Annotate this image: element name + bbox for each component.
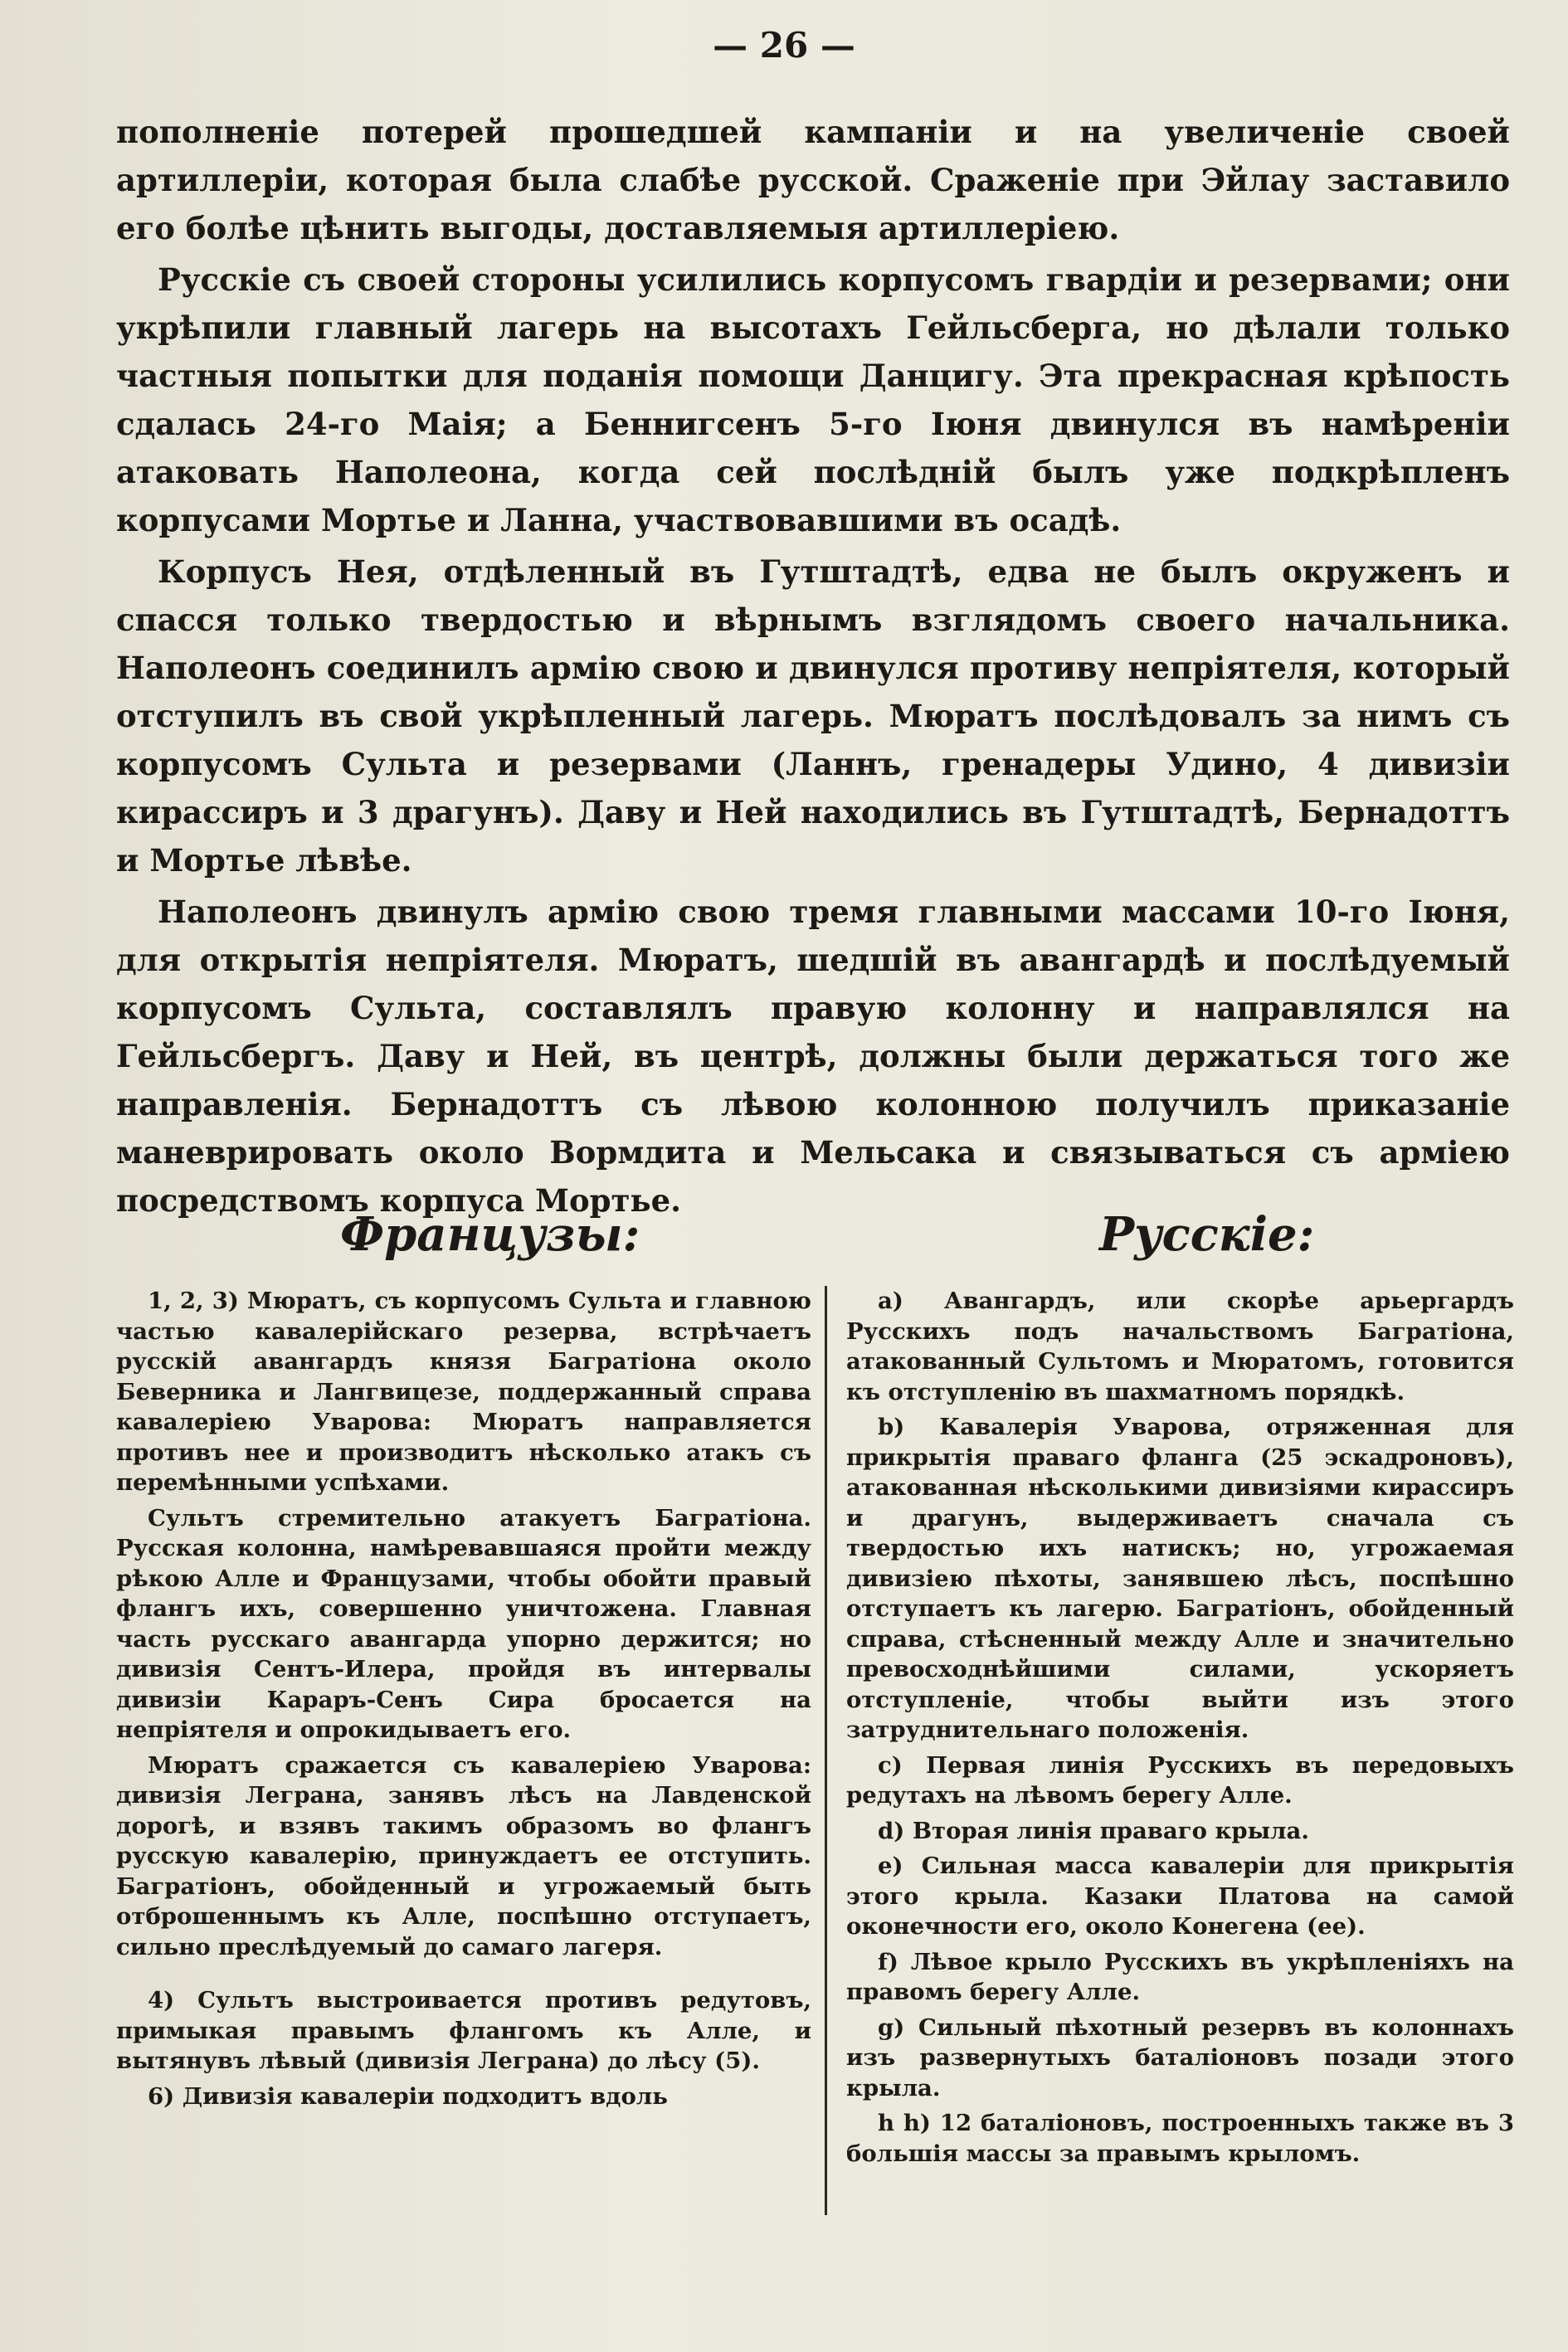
french-item-3: Мюратъ сражается съ кавалеріею Уварова: дивизія Леграна, занявъ лѣсъ на Лавденской дорогѣ, и взявъ такимъ образомъ во флангъ русскую кавалерію, принуждаетъ ее отступить. Багратіонъ, обойденный и угрожаемый быть отброшеннымъ къ Алле, поспѣшно отступаетъ, сильно преслѣдуемый до самаго лагеря. (116, 1751, 811, 1960)
russian-item-c: c) Первая линія Русскихъ въ передовыхъ редутахъ на лѣвомъ берегу Алле. (846, 1751, 1514, 1809)
main-paragraph-4: Наполеонъ двинулъ армію свою тремя главными массами 10-го Іюня, для открытія непріятеля. Мюратъ, шедшій въ авангардѣ и послѣдуемый корпусомъ Сульта, составлялъ правую колонну и направлялся на Гейльсбергъ. Даву и Ней, въ центрѣ, должны были держаться того же направленія. Бернадоттъ съ лѣвою колонною получилъ приказаніе маневрировать около Вормдита и Мельсака и связываться съ арміею посредствомъ корпуса Мортье. (116, 894, 1510, 1219)
column-russians (846, 1286, 1514, 2174)
french-item-2: Сультъ стремительно атакуетъ Багратіона. Русская колонна, намѣревавшаяся пройти между рѣкою Алле и Французами, чтобы обойти правый флангъ ихъ, совершенно уничтожена. Главная часть русскаго авангарда упорно держится; но дивизія Сентъ-Илера, пройдя въ интервалы дивизіи Караръ-Сенъ Сира бросается на непріятеля и опрокидываетъ его. (116, 1504, 811, 1743)
column-french (116, 1286, 811, 2116)
russian-item-a: a) Авангардъ, или скорѣе арьергардъ Русскихъ подъ начальствомъ Багратіона, атакованный Сультомъ и Мюратомъ, готовится къ отступленію въ шахматномъ порядкѣ. (846, 1288, 1514, 1405)
main-text (116, 108, 1510, 1228)
page-number: — 26 — (713, 25, 855, 66)
column-divider (825, 1286, 827, 2215)
heading-russians: Русскіе: (1099, 1207, 1315, 1262)
main-paragraph-2: Русскіе съ своей стороны усилились корпусомъ гвардіи и резервами; они укрѣпили главный лагерь на высотахъ Гейльсберга, но дѣлали только частныя попытки для поданія помощи Данцигу. Эта прекрасная крѣпость сдалась 24-го Маія; а Беннигсенъ 5-го Іюня двинулся въ намѣреніи атаковать Наполеона, когда сей послѣдній былъ уже подкрѣпленъ корпусами Мортье и Ланна, участвовавшими въ осадѣ. (116, 261, 1510, 538)
russian-item-e: e) Сильная масса кавалеріи для прикрытія этого крыла. Казаки Платова на самой оконечности его, около Конегена (ее). (846, 1853, 1514, 1940)
french-item-4: 4) Сультъ выстроивается противъ редутовъ, примыкая правымъ флангомъ къ Алле, и вытянувъ лѣвый (дивизія Леграна) до лѣсу (5). (116, 1987, 811, 2074)
heading-french: Французы: (340, 1207, 640, 1262)
russian-item-g: g) Сильный пѣхотный резервъ въ колоннахъ изъ развернутыхъ баталіоновъ позади этого крыла. (846, 2014, 1514, 2101)
russian-item-h: h h) 12 баталіоновъ, построенныхъ также въ 3 большія массы за правымъ крыломъ. (846, 2110, 1514, 2167)
french-item-1: 1, 2, 3) Мюратъ, съ корпусомъ Сульта и главною частью кавалерійскаго резерва, встрѣчаетъ русскій авангардъ князя Багратіона около Беверника и Лангвицезе, поддержанный справа кавалеріею Уварова: Мюратъ направляется противъ нее и производитъ нѣсколько атакъ съ перемѣнными успѣхами. (116, 1288, 811, 1496)
russian-item-b: b) Кавалерія Уварова, отряженная для прикрытія праваго фланга (25 эскадроновъ), атакованная нѣсколькими дивизіями кирассиръ и драгунъ, выдерживаетъ сначала съ твердостью ихъ натискъ; но, угрожаемая дивизіею пѣхоты, занявшею лѣсъ, поспѣшно отступаетъ къ лагерю. Багратіонъ, обойденный справа, стѣсненный между Алле и значительно превосходнѣйшими силами, ускоряетъ отступленіе, чтобы выйти изъ этого затруднительнаго положенія. (846, 1414, 1514, 1743)
main-paragraph-3: Корпусъ Нея, отдѣленный въ Гутштадтѣ, едва не былъ окруженъ и спасся только твердостью и вѣрнымъ взглядомъ своего начальника. Наполеонъ соединилъ армію свою и двинулся противу непріятеля, который отступилъ въ свой укрѣпленный лагерь. Мюратъ послѣдовалъ за нимъ съ корпусомъ Сульта и резервами (Ланнъ, гренадеры Удино, 4 дивизіи кирассиръ и 3 драгунъ). Даву и Ней находились въ Гутштадтѣ, Бернадоттъ и Мортье лѣвѣе. (116, 553, 1510, 879)
main-paragraph-1: пополненіе потерей прошедшей кампаніи и на увеличеніе своей артиллеріи, которая была слабѣе русской. Сраженіе при Эйлау заставило его болѣе цѣнить выгоды, доставляемыя артиллеріею. (116, 114, 1510, 246)
russian-item-d: d) Вторая линія праваго крыла. (878, 1817, 1309, 1844)
french-item-5: 6) Дивизія кавалеріи подходитъ вдоль (148, 2082, 668, 2110)
russian-item-f: f) Лѣвое крыло Русскихъ въ укрѣпленіяхъ на правомъ берегу Алле. (846, 1948, 1514, 2005)
